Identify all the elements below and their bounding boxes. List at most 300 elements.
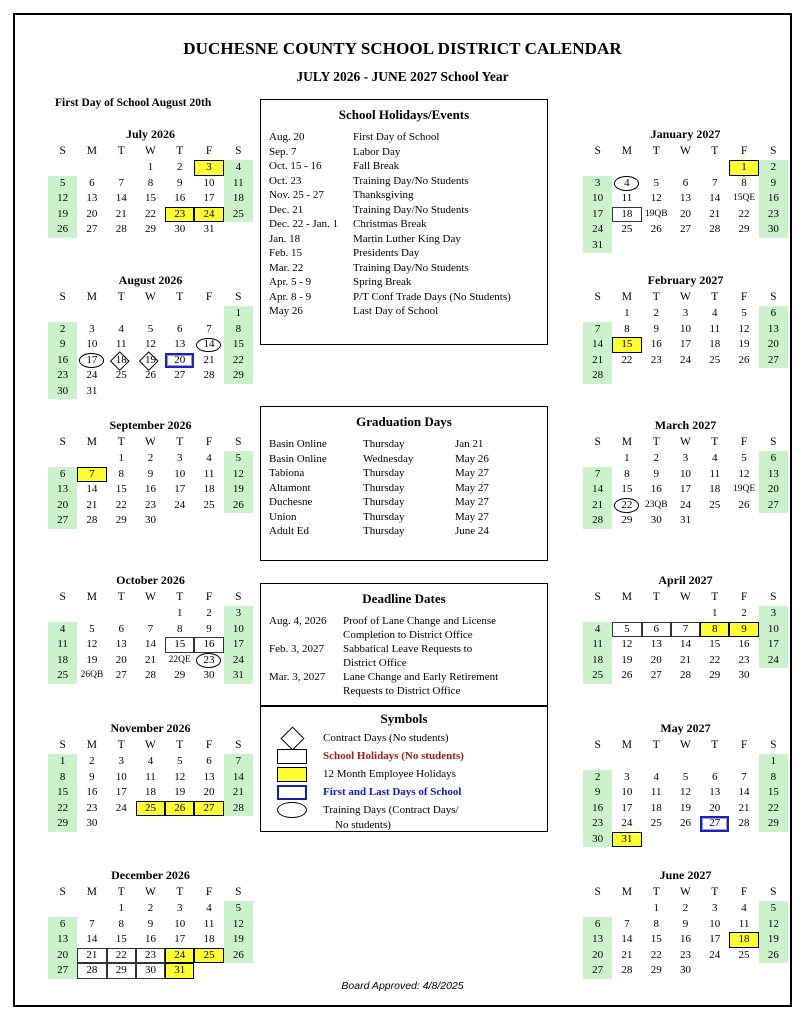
- day-cell[interactable]: [136, 785, 165, 801]
- day-cell[interactable]: [77, 770, 106, 786]
- day-cell[interactable]: [729, 451, 758, 467]
- day-cell[interactable]: [759, 816, 788, 832]
- day-cell[interactable]: [759, 191, 788, 207]
- day-cell[interactable]: [107, 176, 136, 192]
- day-cell[interactable]: [583, 963, 612, 979]
- day-cell[interactable]: [136, 498, 165, 514]
- day-cell[interactable]: [642, 637, 671, 653]
- day-cell[interactable]: [612, 668, 641, 684]
- day-cell[interactable]: [194, 932, 223, 948]
- day-cell[interactable]: [612, 191, 641, 207]
- day-cell[interactable]: [165, 160, 194, 176]
- day-cell[interactable]: [642, 337, 671, 353]
- day-cell[interactable]: [107, 337, 136, 353]
- day-cell[interactable]: [165, 785, 194, 801]
- day-cell[interactable]: [77, 467, 106, 483]
- day-cell[interactable]: [729, 637, 758, 653]
- day-cell[interactable]: [612, 948, 641, 964]
- day-cell[interactable]: [194, 917, 223, 933]
- day-cell[interactable]: [642, 482, 671, 498]
- day-cell[interactable]: [671, 191, 700, 207]
- day-cell[interactable]: [642, 498, 671, 514]
- day-cell[interactable]: [642, 948, 671, 964]
- day-cell[interactable]: [107, 801, 136, 817]
- day-cell[interactable]: [194, 337, 223, 353]
- day-cell[interactable]: [136, 637, 165, 653]
- day-cell[interactable]: [77, 191, 106, 207]
- day-cell[interactable]: [700, 191, 729, 207]
- day-cell[interactable]: [48, 353, 77, 369]
- day-cell[interactable]: [671, 653, 700, 669]
- day-cell[interactable]: [194, 754, 223, 770]
- day-cell[interactable]: [165, 207, 194, 223]
- day-cell[interactable]: [165, 368, 194, 384]
- day-cell[interactable]: [729, 622, 758, 638]
- day-cell[interactable]: [194, 368, 223, 384]
- day-cell[interactable]: [700, 917, 729, 933]
- day-cell[interactable]: [77, 207, 106, 223]
- day-cell[interactable]: [136, 482, 165, 498]
- day-cell[interactable]: [194, 467, 223, 483]
- day-cell[interactable]: [136, 368, 165, 384]
- day-cell[interactable]: [224, 948, 253, 964]
- day-cell[interactable]: [48, 637, 77, 653]
- day-cell[interactable]: [165, 801, 194, 817]
- day-cell[interactable]: [759, 176, 788, 192]
- day-cell[interactable]: [107, 322, 136, 338]
- day-cell[interactable]: [759, 337, 788, 353]
- day-cell[interactable]: [583, 207, 612, 223]
- day-cell[interactable]: [642, 917, 671, 933]
- day-cell[interactable]: [583, 948, 612, 964]
- day-cell[interactable]: [165, 668, 194, 684]
- day-cell[interactable]: [224, 368, 253, 384]
- day-cell[interactable]: [583, 191, 612, 207]
- day-cell[interactable]: [759, 932, 788, 948]
- day-cell[interactable]: [671, 498, 700, 514]
- day-cell[interactable]: [224, 801, 253, 817]
- day-cell[interactable]: [671, 337, 700, 353]
- day-cell[interactable]: [107, 368, 136, 384]
- day-cell[interactable]: [700, 451, 729, 467]
- day-cell[interactable]: [48, 467, 77, 483]
- day-cell[interactable]: [700, 322, 729, 338]
- day-cell[interactable]: [759, 467, 788, 483]
- day-cell[interactable]: [612, 932, 641, 948]
- day-cell[interactable]: [165, 176, 194, 192]
- day-cell[interactable]: [107, 770, 136, 786]
- day-cell[interactable]: [194, 785, 223, 801]
- day-cell[interactable]: [759, 785, 788, 801]
- day-cell[interactable]: [671, 176, 700, 192]
- day-cell[interactable]: [136, 668, 165, 684]
- day-cell[interactable]: [759, 948, 788, 964]
- day-cell[interactable]: [77, 668, 106, 684]
- day-cell[interactable]: [700, 801, 729, 817]
- day-cell[interactable]: [671, 932, 700, 948]
- day-cell[interactable]: [583, 917, 612, 933]
- day-cell[interactable]: [583, 932, 612, 948]
- day-cell[interactable]: [583, 801, 612, 817]
- day-cell[interactable]: [136, 322, 165, 338]
- day-cell[interactable]: [77, 222, 106, 238]
- day-cell[interactable]: [224, 353, 253, 369]
- day-cell[interactable]: [48, 668, 77, 684]
- day-cell[interactable]: [612, 353, 641, 369]
- day-cell[interactable]: [165, 606, 194, 622]
- day-cell[interactable]: [729, 785, 758, 801]
- day-cell[interactable]: [642, 222, 671, 238]
- day-cell[interactable]: [612, 498, 641, 514]
- day-cell[interactable]: [700, 467, 729, 483]
- day-cell[interactable]: [642, 901, 671, 917]
- day-cell[interactable]: [759, 451, 788, 467]
- day-cell[interactable]: [194, 653, 223, 669]
- day-cell[interactable]: [165, 222, 194, 238]
- day-cell[interactable]: [136, 353, 165, 369]
- day-cell[interactable]: [700, 306, 729, 322]
- day-cell[interactable]: [136, 653, 165, 669]
- day-cell[interactable]: [107, 637, 136, 653]
- day-cell[interactable]: [700, 622, 729, 638]
- day-cell[interactable]: [642, 653, 671, 669]
- day-cell[interactable]: [729, 498, 758, 514]
- day-cell[interactable]: [671, 306, 700, 322]
- day-cell[interactable]: [671, 513, 700, 529]
- day-cell[interactable]: [136, 948, 165, 964]
- day-cell[interactable]: [136, 451, 165, 467]
- day-cell[interactable]: [612, 622, 641, 638]
- day-cell[interactable]: [194, 191, 223, 207]
- day-cell[interactable]: [671, 622, 700, 638]
- day-cell[interactable]: [77, 337, 106, 353]
- day-cell[interactable]: [729, 801, 758, 817]
- day-cell[interactable]: [136, 901, 165, 917]
- day-cell[interactable]: [107, 668, 136, 684]
- day-cell[interactable]: [48, 785, 77, 801]
- day-cell[interactable]: [612, 176, 641, 192]
- day-cell[interactable]: [671, 816, 700, 832]
- day-cell[interactable]: [700, 498, 729, 514]
- day-cell[interactable]: [136, 337, 165, 353]
- day-cell[interactable]: [48, 498, 77, 514]
- day-cell[interactable]: [612, 785, 641, 801]
- day-cell[interactable]: [224, 191, 253, 207]
- day-cell[interactable]: [48, 513, 77, 529]
- day-cell[interactable]: [583, 832, 612, 848]
- day-cell[interactable]: [759, 482, 788, 498]
- day-cell[interactable]: [48, 622, 77, 638]
- day-cell[interactable]: [165, 963, 194, 979]
- day-cell[interactable]: [759, 801, 788, 817]
- day-cell[interactable]: [612, 770, 641, 786]
- day-cell[interactable]: [136, 963, 165, 979]
- day-cell[interactable]: [224, 754, 253, 770]
- day-cell[interactable]: [583, 467, 612, 483]
- day-cell[interactable]: [729, 482, 758, 498]
- day-cell[interactable]: [224, 901, 253, 917]
- day-cell[interactable]: [700, 353, 729, 369]
- day-cell[interactable]: [77, 932, 106, 948]
- day-cell[interactable]: [612, 832, 641, 848]
- day-cell[interactable]: [48, 754, 77, 770]
- day-cell[interactable]: [612, 513, 641, 529]
- day-cell[interactable]: [107, 451, 136, 467]
- day-cell[interactable]: [583, 238, 612, 254]
- day-cell[interactable]: [583, 353, 612, 369]
- day-cell[interactable]: [759, 901, 788, 917]
- day-cell[interactable]: [77, 637, 106, 653]
- day-cell[interactable]: [700, 482, 729, 498]
- day-cell[interactable]: [194, 948, 223, 964]
- day-cell[interactable]: [77, 482, 106, 498]
- day-cell[interactable]: [759, 160, 788, 176]
- day-cell[interactable]: [729, 606, 758, 622]
- day-cell[interactable]: [48, 653, 77, 669]
- day-cell[interactable]: [729, 160, 758, 176]
- day-cell[interactable]: [642, 451, 671, 467]
- day-cell[interactable]: [224, 337, 253, 353]
- day-cell[interactable]: [759, 917, 788, 933]
- day-cell[interactable]: [759, 606, 788, 622]
- day-cell[interactable]: [194, 668, 223, 684]
- day-cell[interactable]: [107, 482, 136, 498]
- day-cell[interactable]: [583, 816, 612, 832]
- day-cell[interactable]: [165, 917, 194, 933]
- day-cell[interactable]: [583, 337, 612, 353]
- day-cell[interactable]: [671, 785, 700, 801]
- day-cell[interactable]: [671, 207, 700, 223]
- day-cell[interactable]: [224, 306, 253, 322]
- day-cell[interactable]: [77, 963, 106, 979]
- day-cell[interactable]: [165, 467, 194, 483]
- day-cell[interactable]: [583, 668, 612, 684]
- day-cell[interactable]: [165, 451, 194, 467]
- day-cell[interactable]: [136, 191, 165, 207]
- day-cell[interactable]: [107, 948, 136, 964]
- day-cell[interactable]: [194, 207, 223, 223]
- day-cell[interactable]: [224, 653, 253, 669]
- day-cell[interactable]: [136, 770, 165, 786]
- day-cell[interactable]: [759, 637, 788, 653]
- day-cell[interactable]: [77, 353, 106, 369]
- day-cell[interactable]: [194, 606, 223, 622]
- day-cell[interactable]: [48, 222, 77, 238]
- day-cell[interactable]: [224, 498, 253, 514]
- day-cell[interactable]: [224, 482, 253, 498]
- day-cell[interactable]: [194, 901, 223, 917]
- day-cell[interactable]: [194, 176, 223, 192]
- day-cell[interactable]: [107, 754, 136, 770]
- day-cell[interactable]: [48, 207, 77, 223]
- day-cell[interactable]: [729, 207, 758, 223]
- day-cell[interactable]: [107, 498, 136, 514]
- day-cell[interactable]: [165, 622, 194, 638]
- day-cell[interactable]: [224, 932, 253, 948]
- day-cell[interactable]: [583, 176, 612, 192]
- day-cell[interactable]: [165, 337, 194, 353]
- day-cell[interactable]: [194, 498, 223, 514]
- day-cell[interactable]: [759, 754, 788, 770]
- day-cell[interactable]: [759, 653, 788, 669]
- day-cell[interactable]: [671, 451, 700, 467]
- day-cell[interactable]: [729, 306, 758, 322]
- day-cell[interactable]: [729, 191, 758, 207]
- day-cell[interactable]: [612, 306, 641, 322]
- day-cell[interactable]: [165, 754, 194, 770]
- day-cell[interactable]: [642, 176, 671, 192]
- day-cell[interactable]: [165, 948, 194, 964]
- day-cell[interactable]: [224, 451, 253, 467]
- day-cell[interactable]: [671, 948, 700, 964]
- day-cell[interactable]: [642, 353, 671, 369]
- day-cell[interactable]: [165, 901, 194, 917]
- day-cell[interactable]: [671, 482, 700, 498]
- day-cell[interactable]: [583, 368, 612, 384]
- day-cell[interactable]: [642, 932, 671, 948]
- day-cell[interactable]: [671, 322, 700, 338]
- day-cell[interactable]: [77, 816, 106, 832]
- day-cell[interactable]: [77, 384, 106, 400]
- day-cell[interactable]: [612, 482, 641, 498]
- day-cell[interactable]: [759, 498, 788, 514]
- day-cell[interactable]: [136, 160, 165, 176]
- day-cell[interactable]: [729, 770, 758, 786]
- day-cell[interactable]: [671, 668, 700, 684]
- day-cell[interactable]: [77, 176, 106, 192]
- day-cell[interactable]: [700, 816, 729, 832]
- day-cell[interactable]: [136, 754, 165, 770]
- day-cell[interactable]: [642, 770, 671, 786]
- day-cell[interactable]: [612, 963, 641, 979]
- day-cell[interactable]: [671, 917, 700, 933]
- day-cell[interactable]: [700, 653, 729, 669]
- day-cell[interactable]: [729, 353, 758, 369]
- day-cell[interactable]: [583, 322, 612, 338]
- day-cell[interactable]: [224, 207, 253, 223]
- day-cell[interactable]: [136, 932, 165, 948]
- day-cell[interactable]: [612, 467, 641, 483]
- day-cell[interactable]: [729, 467, 758, 483]
- day-cell[interactable]: [48, 801, 77, 817]
- day-cell[interactable]: [107, 191, 136, 207]
- day-cell[interactable]: [194, 637, 223, 653]
- day-cell[interactable]: [700, 637, 729, 653]
- day-cell[interactable]: [224, 770, 253, 786]
- day-cell[interactable]: [48, 770, 77, 786]
- day-cell[interactable]: [583, 785, 612, 801]
- day-cell[interactable]: [165, 770, 194, 786]
- day-cell[interactable]: [671, 637, 700, 653]
- day-cell[interactable]: [194, 160, 223, 176]
- day-cell[interactable]: [194, 770, 223, 786]
- day-cell[interactable]: [77, 917, 106, 933]
- day-cell[interactable]: [759, 770, 788, 786]
- day-cell[interactable]: [729, 653, 758, 669]
- day-cell[interactable]: [77, 801, 106, 817]
- day-cell[interactable]: [77, 653, 106, 669]
- day-cell[interactable]: [759, 207, 788, 223]
- day-cell[interactable]: [165, 653, 194, 669]
- day-cell[interactable]: [729, 176, 758, 192]
- day-cell[interactable]: [583, 513, 612, 529]
- day-cell[interactable]: [583, 622, 612, 638]
- day-cell[interactable]: [136, 222, 165, 238]
- day-cell[interactable]: [107, 917, 136, 933]
- day-cell[interactable]: [48, 337, 77, 353]
- day-cell[interactable]: [729, 222, 758, 238]
- day-cell[interactable]: [224, 606, 253, 622]
- day-cell[interactable]: [107, 353, 136, 369]
- day-cell[interactable]: [700, 770, 729, 786]
- day-cell[interactable]: [136, 207, 165, 223]
- day-cell[interactable]: [642, 467, 671, 483]
- day-cell[interactable]: [107, 653, 136, 669]
- day-cell[interactable]: [642, 191, 671, 207]
- day-cell[interactable]: [700, 668, 729, 684]
- day-cell[interactable]: [77, 498, 106, 514]
- day-cell[interactable]: [612, 637, 641, 653]
- day-cell[interactable]: [642, 963, 671, 979]
- day-cell[interactable]: [642, 668, 671, 684]
- day-cell[interactable]: [165, 498, 194, 514]
- day-cell[interactable]: [48, 482, 77, 498]
- day-cell[interactable]: [194, 322, 223, 338]
- day-cell[interactable]: [136, 467, 165, 483]
- day-cell[interactable]: [642, 306, 671, 322]
- day-cell[interactable]: [107, 785, 136, 801]
- day-cell[interactable]: [48, 176, 77, 192]
- day-cell[interactable]: [165, 932, 194, 948]
- day-cell[interactable]: [729, 322, 758, 338]
- day-cell[interactable]: [671, 801, 700, 817]
- day-cell[interactable]: [700, 948, 729, 964]
- day-cell[interactable]: [583, 770, 612, 786]
- day-cell[interactable]: [671, 467, 700, 483]
- day-cell[interactable]: [612, 322, 641, 338]
- day-cell[interactable]: [48, 384, 77, 400]
- day-cell[interactable]: [612, 816, 641, 832]
- day-cell[interactable]: [224, 622, 253, 638]
- day-cell[interactable]: [165, 637, 194, 653]
- day-cell[interactable]: [194, 222, 223, 238]
- day-cell[interactable]: [165, 482, 194, 498]
- day-cell[interactable]: [48, 932, 77, 948]
- day-cell[interactable]: [194, 353, 223, 369]
- day-cell[interactable]: [700, 932, 729, 948]
- day-cell[interactable]: [136, 176, 165, 192]
- day-cell[interactable]: [642, 322, 671, 338]
- day-cell[interactable]: [671, 901, 700, 917]
- day-cell[interactable]: [729, 948, 758, 964]
- day-cell[interactable]: [107, 467, 136, 483]
- day-cell[interactable]: [136, 917, 165, 933]
- day-cell[interactable]: [642, 513, 671, 529]
- day-cell[interactable]: [48, 191, 77, 207]
- day-cell[interactable]: [48, 322, 77, 338]
- day-cell[interactable]: [224, 785, 253, 801]
- day-cell[interactable]: [194, 482, 223, 498]
- day-cell[interactable]: [700, 207, 729, 223]
- day-cell[interactable]: [136, 622, 165, 638]
- day-cell[interactable]: [759, 353, 788, 369]
- day-cell[interactable]: [224, 917, 253, 933]
- day-cell[interactable]: [107, 222, 136, 238]
- day-cell[interactable]: [194, 801, 223, 817]
- day-cell[interactable]: [77, 948, 106, 964]
- day-cell[interactable]: [194, 622, 223, 638]
- day-cell[interactable]: [729, 932, 758, 948]
